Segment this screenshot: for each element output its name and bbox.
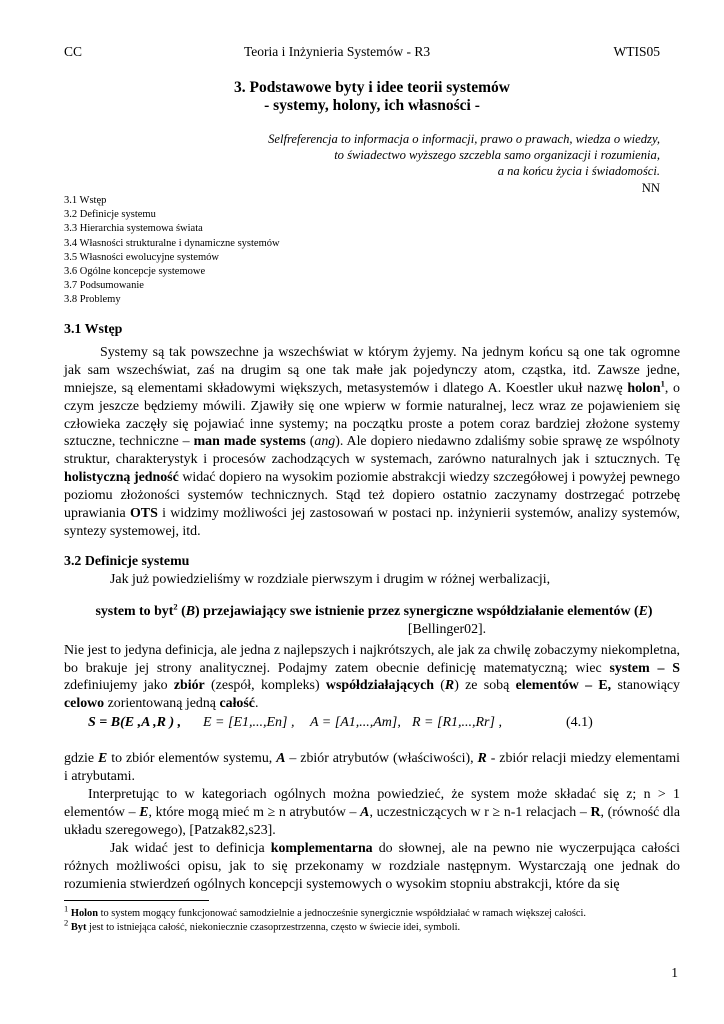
page-number: 1 xyxy=(671,965,678,980)
footnotes xyxy=(64,903,694,935)
header-center: Teoria i Inżynieria Systemów - R3 xyxy=(244,44,431,59)
paragraph-interpretation: Interpretując to w kategoriach ogólnych można powiedzieć, że system może składać się z; n > 1 elementów – E, które mogą mieć m ≥ n atrybutów – A, uczestniczących w r ≥ n-1 relacjach – R, (równość dla układu szeregowego), [Patzak82,s23]. xyxy=(64,787,680,838)
equation-4-1 xyxy=(88,715,648,735)
formula-system: S = B(E ,A ,R ) , xyxy=(88,715,182,730)
toc-item: 3.3 Hierarchia systemowa świata xyxy=(64,223,203,235)
equation-number: (4.1) xyxy=(566,715,593,730)
toc-item: 3.2 Definicje systemu xyxy=(64,209,156,221)
motto-line-1: Selfreferencja to informacja o informacji, prawo o prawach, wiedza o wiedzy, xyxy=(268,132,660,146)
section-3-1 xyxy=(64,321,680,541)
formula-attributes: A = [A1,...,Am], xyxy=(310,715,401,730)
toc-item: 3.6 Ogólne koncepcje systemowe xyxy=(64,266,206,278)
paragraph: Systemy są tak powszechne ja wszechświat w którym żyjemy. Na jednym końcu są one tak ogromne jak sam wszechświat, zaś na drugim są one tak małe jak pojedynczy atom, cząstka, itd. Zawsze jedne, mniejsze, są elementami składowymi większych, metasystemów i dlatego A. Koestler ukuł nazwę holon$^1$, o czym jeszcze będziemy mówili. Zjawiły się one wpierw w formie naturalnej, lecz wraz ze pojawieniem się człowieka zaczęły się pojawiać inne systemy; na początku proste a potem coraz bardziej złożone systemy sztuczne, techniczne – man made systems (ang). Ale dopiero niedawno zdaliśmy sobie sprawę ze wspólnoty struktur, charakterystyk i procesów zachodzących w systemach, zarówno naturalnych jak i sztucznych. Tę holistyczną jedność widać dopiero na wysokim poziomie abstrakcji wiedzy szczegółowej i powyżej pewnego poziomu złożoności systemów technicznych. Stąd też dopiero ostatnio zaczynamy dostrzegać potrzebę uprawiania OTS i widzimy możliwości jej zastosowań w postaci np. inżynierii systemów, analizy systemów, syntezy systemowej, itd. xyxy=(64,344,681,539)
header-left: CC xyxy=(64,44,83,59)
header-right: WTIS05 xyxy=(613,44,660,59)
toc-item: 3.7 Podsumowanie xyxy=(64,280,144,292)
toc-item: 3.4 Własności strukturalne i dynamiczne systemów xyxy=(64,237,280,249)
footnote-2: $^2$ Byt jest to istniejąca całość, niekoniecznie czasoprzestrzenna, często w świecie idei, symboli. xyxy=(64,917,461,933)
citation: [Bellinger02]. xyxy=(407,621,487,637)
footnote-separator xyxy=(64,900,209,901)
title-line-1: 3. Podstawowe byty i idee teorii systemów xyxy=(234,79,510,96)
chapter-title xyxy=(0,79,724,115)
system-definition: system to byt$^2$ (B) przejawiający swe istnienie przez synergiczne współdziałanie elementów (E) xyxy=(95,601,653,619)
section-heading: 3.1 Wstęp xyxy=(64,322,123,337)
motto-line-2: to świadectwo wyższego szczebla samo organizacji i rozumienia, xyxy=(334,148,660,163)
paragraph: Jak już powiedzieliśmy w rozdziale pierwszym i drugim w różnej werbalizacji, xyxy=(110,571,551,587)
section-heading: 3.2 Definicje systemu xyxy=(64,554,190,569)
motto-signature: NN xyxy=(641,180,660,195)
running-header xyxy=(64,44,660,62)
paragraph-complementary: Jak widać jest to definicja komplementarna do słownej, ale na pewno nie wyczerpująca całości różnych możliwości opisu, jak to się przekonamy w rozdziale następnym. Wystarczają one jednak do rozumienia stwierdzeń ogólnych koncepcji systemowych o wysokim stopniu abstrakcji, które da się xyxy=(64,841,681,892)
toc-item: 3.8 Problemy xyxy=(64,294,121,306)
toc-item: 3.1 Wstęp xyxy=(64,195,107,206)
toc-item: 3.5 Własności ewolucyjne systemów xyxy=(64,251,219,263)
paragraph: Nie jest to jedyna definicja, ale jedna z najlepszych i najkrótszych, ale jak za chwilę zobaczymy niekompletna, bo brakuje jej strony analitycznej. Podajmy zatem obecnie definicję matematyczną; wiec system – S zdefiniujemy jako zbiór (zespół, kompleks) współdziałających (R) ze sobą elementów – E, stanowiący celowo zorientowaną jedną całość. xyxy=(64,642,680,712)
section-3-2 xyxy=(64,553,680,713)
motto-line-3: a na końcu życia i świadomości. xyxy=(497,164,660,179)
formula-relations: R = [R1,...,Rr] , xyxy=(412,715,502,730)
footnote-ref: 1 xyxy=(660,378,665,389)
table-of-contents xyxy=(64,194,280,308)
footnote-1: $^1$ Holon to system mogący funkcjonować samodzielnie a jednocześnie synergicznie współdziałać w ramach większej całości. xyxy=(64,903,586,919)
title-line-2: - systemy, holony, ich własności - xyxy=(264,97,480,114)
paragraph-definitions: gdzie E to zbiór elementów systemu, A – zbiór atrybutów (właściwości), R - zbiór relacji miedzy elementami i atrybutami. xyxy=(64,751,680,784)
motto xyxy=(140,131,660,196)
formula-elements: E = [E1,...,En] , xyxy=(203,715,295,730)
